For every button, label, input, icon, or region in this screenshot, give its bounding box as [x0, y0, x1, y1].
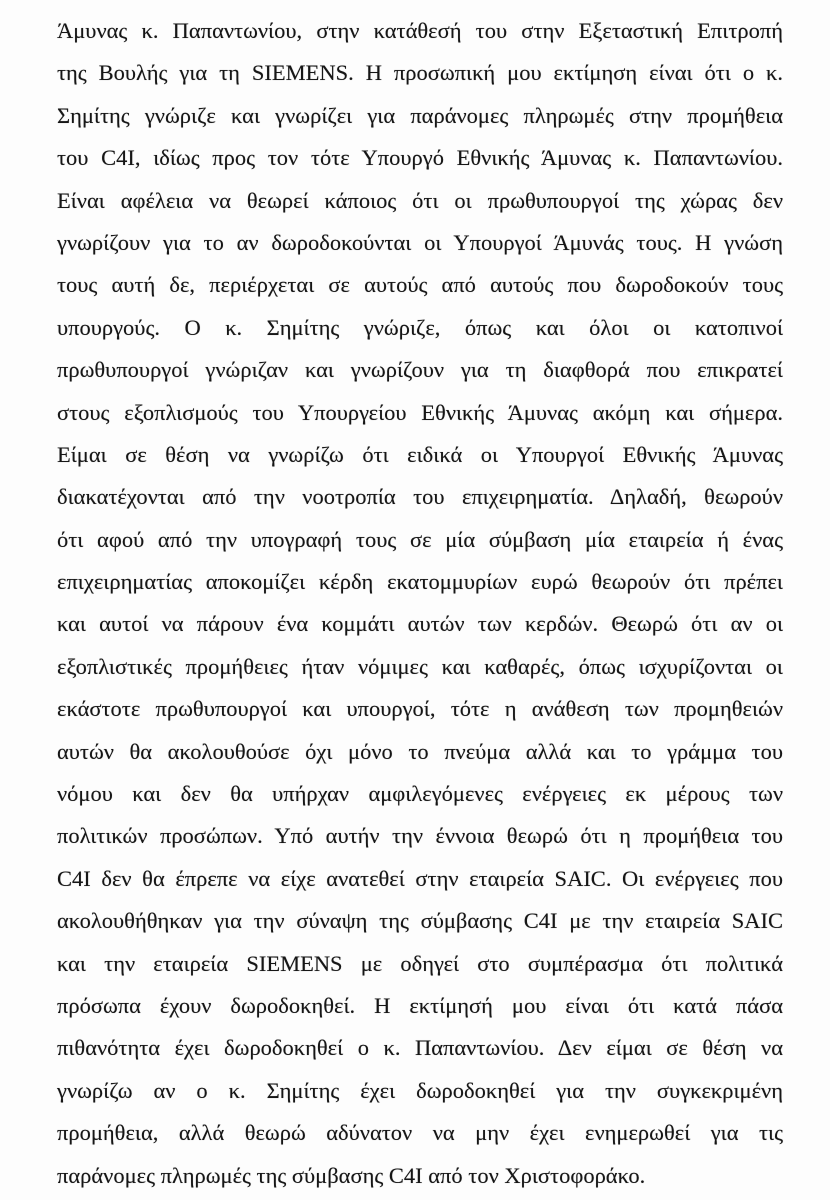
- document-line: της Βουλής για τη SIEMENS. Η προσωπική μου εκτίμηση είναι ότι ο κ.: [57, 60, 783, 86]
- document-line: υπουργούς. Ο κ. Σημίτης γνώριζε, όπως και όλοι οι κατοπινοί: [57, 314, 783, 340]
- document-line: του C4I, ιδίως προς τον τότε Υπουργό Εθνικής Άμυνας κ. Παπαντωνίου.: [57, 145, 783, 171]
- document-line: Άμυνας κ. Παπαντωνίου, στην κατάθεσή του στην Εξεταστική Επιτροπή: [57, 18, 783, 43]
- document-line: Σημίτης γνώριζε και γνωρίζει για παράνομες πληρωμές στην προμήθεια: [57, 102, 783, 128]
- document-line: παράνομες πληρωμές της σύμβασης C4I από τον Χριστοφοράκο.: [57, 1162, 646, 1188]
- document-line: εξοπλιστικές προμήθειες ήταν νόμιμες και καθαρές, όπως ισχυρίζονται οι: [57, 653, 783, 679]
- document-line: ακολουθήθηκαν για την σύναψη της σύμβασης C4I με την εταιρεία SAIC: [57, 908, 783, 934]
- document-line: αυτών θα ακολουθούσε όχι μόνο το πνεύμα αλλά και το γράμμα του: [57, 738, 783, 764]
- document-line: πρωθυπουργοί γνώριζαν και γνωρίζουν για τη διαφθορά που επικρατεί: [57, 357, 783, 383]
- document-line: στους εξοπλισμούς του Υπουργείου Εθνικής Άμυνας ακόμη και σήμερα.: [57, 399, 783, 425]
- document-line: πιθανότητα έχει δωροδοκηθεί ο κ. Παπαντωνίου. Δεν είμαι σε θέση να: [57, 1035, 783, 1061]
- document-line: πολιτικών προσώπων. Υπό αυτήν την έννοια θεωρώ ότι η προμήθεια του: [57, 823, 783, 849]
- document-line: νόμου και δεν θα υπήρχαν αμφιλεγόμενες ενέργειες εκ μέρους των: [57, 781, 783, 807]
- document-line: εκάστοτε πρωθυπουργοί και υπουργοί, τότε η ανάθεση των προμηθειών: [57, 696, 783, 722]
- document-line: διακατέχονται από την νοοτροπία του επιχειρηματία. Δηλαδή, θεωρούν: [57, 484, 783, 510]
- document-line: Είναι αφέλεια να θεωρεί κάποιος ότι οι πρωθυπουργοί της χώρας δεν: [57, 187, 783, 213]
- document-line: τους αυτή δε, περιέρχεται σε αυτούς από αυτούς που δωροδοκούν τους: [57, 272, 783, 298]
- document-line: γνωρίζουν για το αν δωροδοκούνται οι Υπουργοί Άμυνάς τους. Η γνώση: [57, 229, 783, 255]
- document-line: επιχειρηματίας αποκομίζει κέρδη εκατομμυρίων ευρώ θεωρούν ότι πρέπει: [57, 569, 783, 595]
- document-line: και αυτοί να πάρουν ένα κομμάτι αυτών των κερδών. Θεωρώ ότι αν οι: [57, 611, 783, 637]
- document-line: ότι αφού από την υπογραφή τους σε μία σύμβαση μία εταιρεία ή ένας: [57, 526, 783, 552]
- document-line: Είμαι σε θέση να γνωρίζω ότι ειδικά οι Υπουργοί Εθνικής Άμυνας: [57, 441, 783, 467]
- document-text-block: [57, 10, 783, 1197]
- document-line: C4I δεν θα έπρεπε να είχε ανατεθεί στην εταιρεία SAIC. Οι ενέργειες που: [57, 865, 783, 891]
- document-line: προμήθεια, αλλά θεωρώ αδύνατον να μην έχει ενημερωθεί για τις: [57, 1120, 783, 1146]
- document-line: και την εταιρεία SIEMENS με οδηγεί στο συμπέρασμα ότι πολιτικά: [57, 950, 783, 976]
- document-line: γνωρίζω αν ο κ. Σημίτης έχει δωροδοκηθεί για την συγκεκριμένη: [57, 1077, 783, 1103]
- document-line: πρόσωπα έχουν δωροδοκηθεί. Η εκτίμησή μου είναι ότι κατά πάσα: [57, 992, 783, 1018]
